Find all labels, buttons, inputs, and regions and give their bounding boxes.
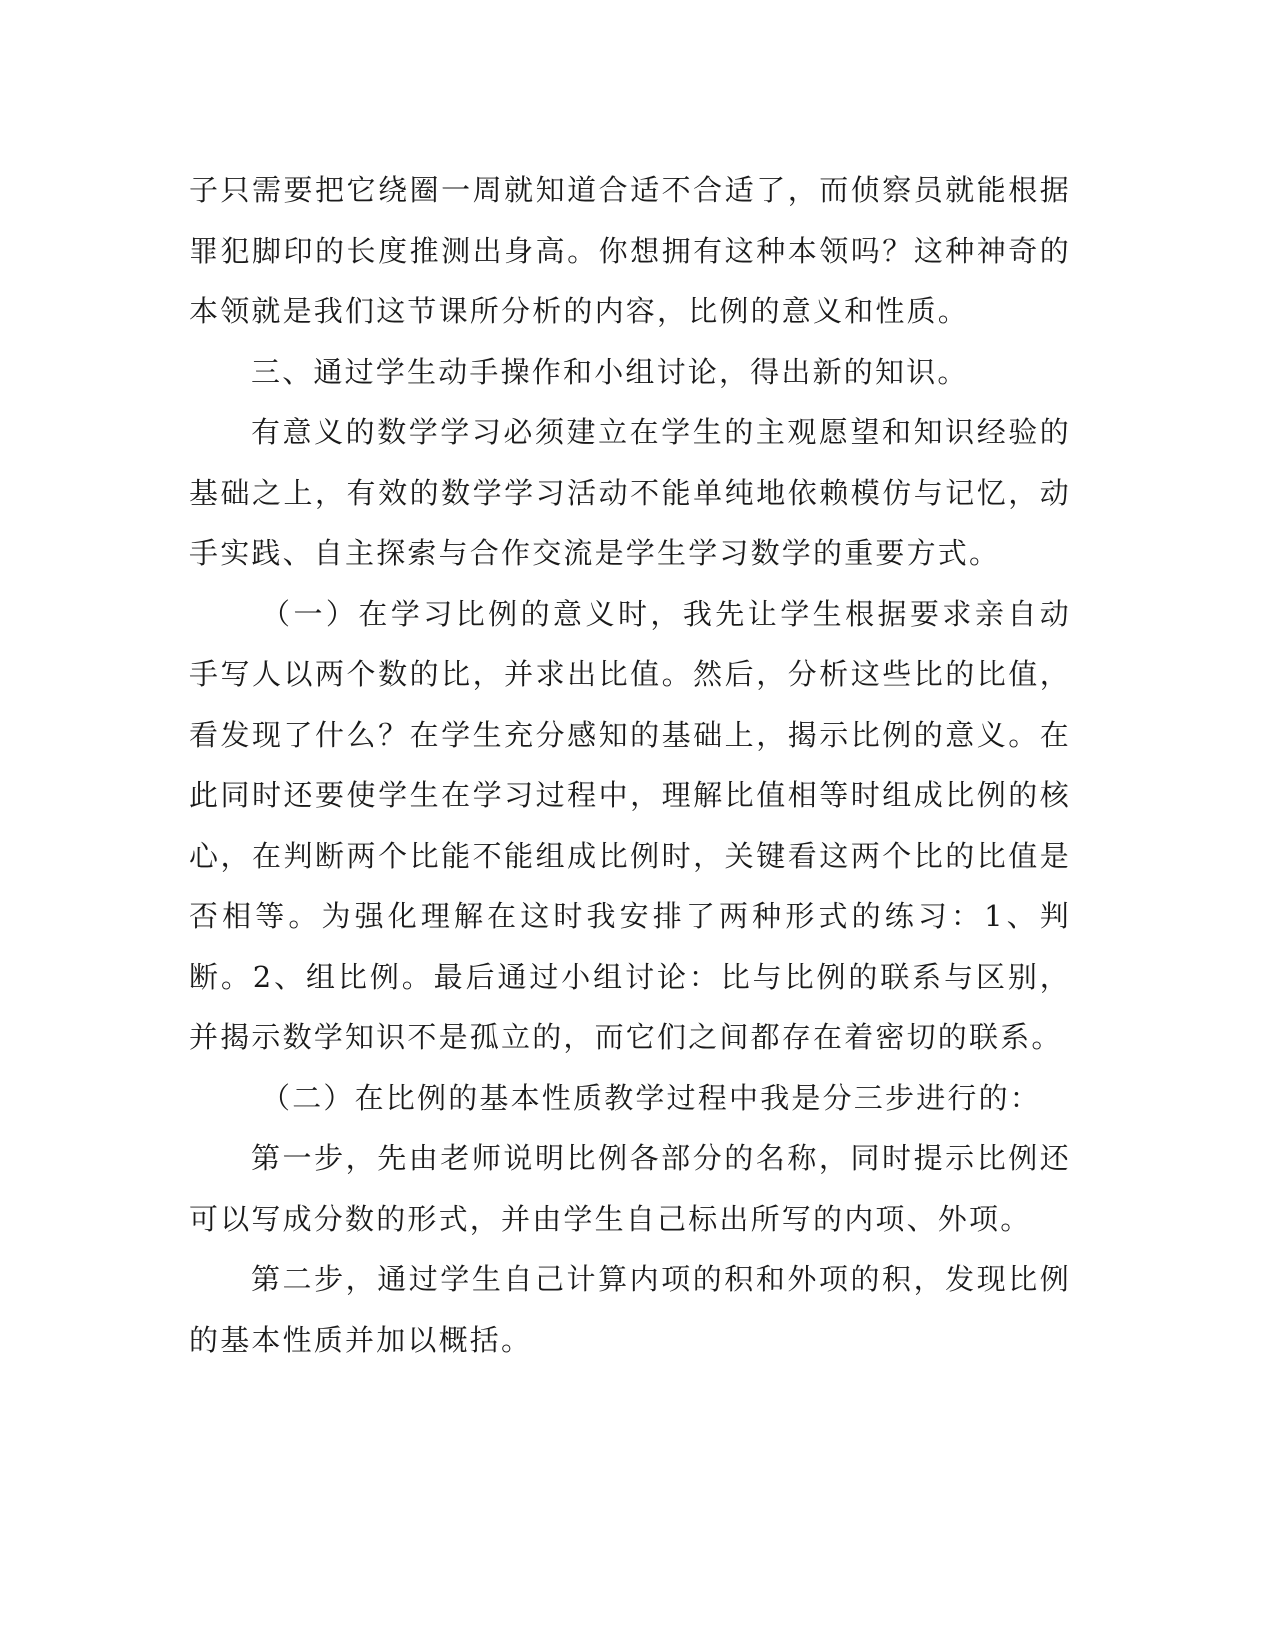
paragraph-learning-principle: 有意义的数学学习必须建立在学生的主观愿望和知识经验的基础之上，有效的数学学习活动不能单纯地依赖模仿与记忆，动手实践、自主探索与合作交流是学生学习数学的重要方式。 xyxy=(189,415,1071,570)
document-body xyxy=(189,160,1071,1370)
paragraph-continuation: 子只需要把它绕圈一周就知道合适不合适了，而侦察员就能根据罪犯脚印的长度推测出身高。你想拥有这种本领吗？这种神奇的本领就是我们这节课所分析的内容，比例的意义和性质。 xyxy=(189,173,1071,328)
paragraph-ratio-meaning: （一）在学习比例的意义时，我先让学生根据要求亲自动手写人以两个数的比，并求出比值。然后，分析这些比的比值，看发现了什么？在学生充分感知的基础上，揭示比例的意义。在此同时还要使学生在学习过程中，理解比值相等时组成比例的核心，在判断两个比能不能组成比例时，关键看这两个比的比值是否相等。为强化理解在这时我安排了两种形式的练习：1、判断。2、组比例。最后通过小组讨论：比与比例的联系与区别，并揭示数学知识不是孤立的，而它们之间都存在着密切的联系。 xyxy=(189,596,1071,1054)
section-heading-three: 三、通过学生动手操作和小组讨论，得出新的知识。 xyxy=(251,354,969,389)
paragraph-step-one: 第一步，先由老师说明比例各部分的名称，同时提示比例还可以写成分数的形式，并由学生自己标出所写的内项、外项。 xyxy=(189,1141,1071,1236)
paragraph-step-two: 第二步，通过学生自己计算内项的积和外项的积，发现比例的基本性质并加以概括。 xyxy=(189,1262,1071,1357)
paragraph-ratio-property: （二）在比例的基本性质教学过程中我是分三步进行的： xyxy=(261,1080,1042,1115)
